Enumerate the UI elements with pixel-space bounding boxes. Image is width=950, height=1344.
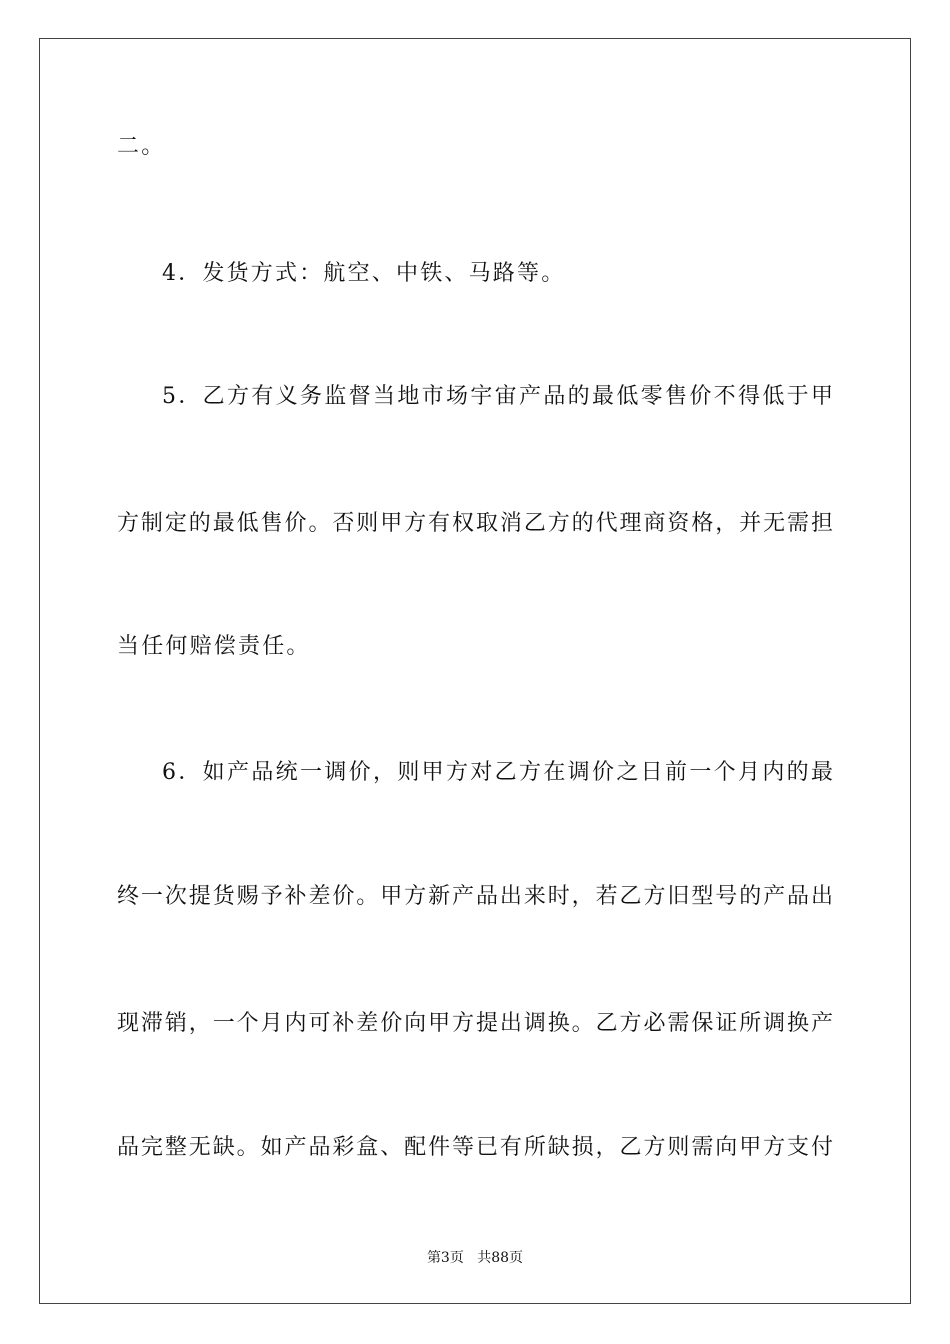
page-border — [39, 38, 911, 1304]
text-line-7: 终一次提货赐予补差价。甲方新产品出来时，若乙方旧型号的产品出 — [117, 884, 833, 909]
text-line-8: 现滞销，一个月内可补差价向甲方提出调换。乙方必需保证所调换产 — [117, 1011, 833, 1036]
page-footer — [0, 1247, 950, 1267]
page-total: 共88页 — [477, 1250, 524, 1266]
text-line-5: 当任何赔偿责任。 — [117, 634, 311, 659]
text-line-2: 4．发货方式：航空、中铁、马路等。 — [162, 261, 566, 286]
page-number: 第3页 — [426, 1250, 464, 1266]
text-line-9: 品完整无缺。如产品彩盒、配件等已有所缺损，乙方则需向甲方支付 — [117, 1135, 833, 1160]
text-line-4: 方制定的最低售价。否则甲方有权取消乙方的代理商资格，并无需担 — [117, 511, 833, 536]
text-line-6: 6．如产品统一调价，则甲方对乙方在调价之日前一个月内的最 — [162, 760, 833, 785]
text-line-1: 二。 — [117, 134, 166, 159]
text-line-3: 5．乙方有义务监督当地市场宇宙产品的最低零售价不得低于甲 — [162, 384, 833, 409]
